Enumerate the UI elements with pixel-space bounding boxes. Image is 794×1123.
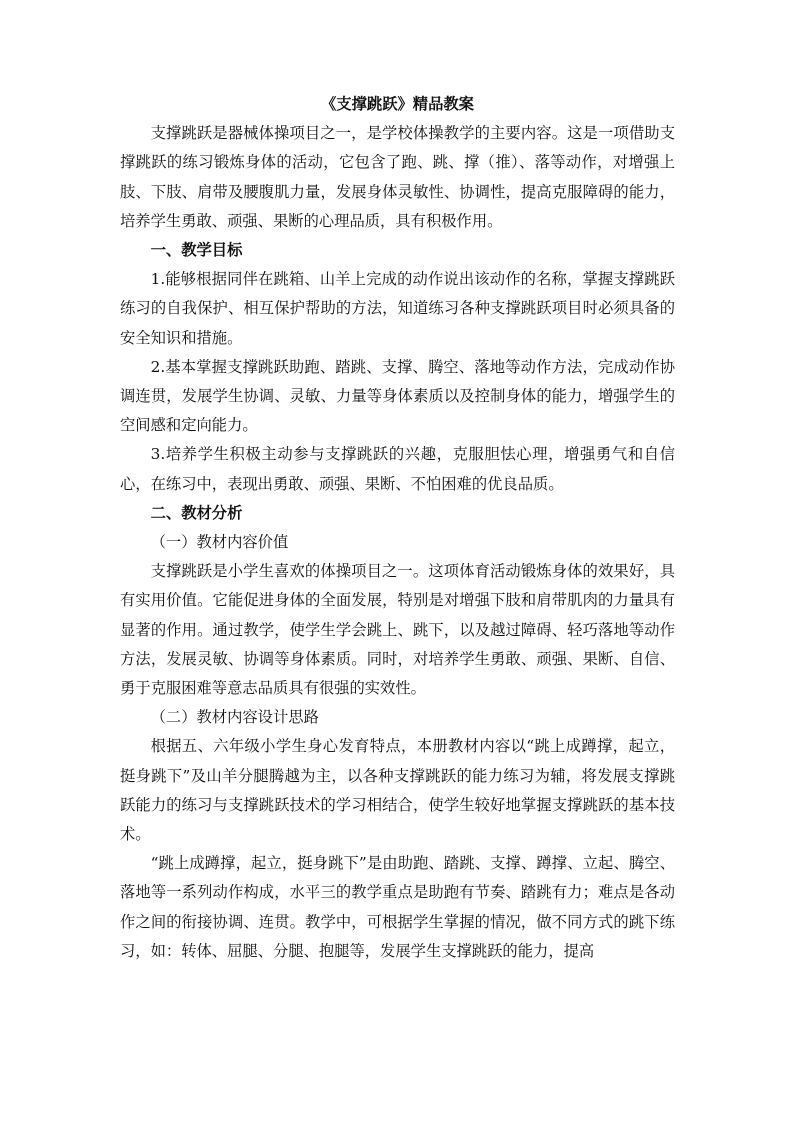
subheading-design-approach: （二）教材内容设计思路 bbox=[150, 708, 319, 727]
section-heading-material-analysis: 二、教材分析 bbox=[150, 503, 243, 522]
intro-paragraph: 支撑跳跃是器械体操项目之一，是学校体操教学的主要内容。这是一项借助支撑跳跃的练习锻炼身体的活动，它包含了跑、跳、撑（推）、落等动作，对增强上肢、下肢、肩带及腰腹肌力量，发展身体灵敏性、协调性，提高克服障碍的能力，培养学生勇敢、顽强、果断的心理品质，具有积极作用。 bbox=[120, 124, 675, 230]
design-approach-paragraph-1: 根据五、六年级小学生身心发育特点，本册教材内容以“跳上成蹲撑，起立，挺身跳下”及山羊分腿腾越为主，以各种支撑跳跃的能力练习为辅，将发展支撑跳跃能力的练习与支撑跳跃技术的学习相结合，使学生较好地掌握支撑跳跃的基本技术。 bbox=[120, 737, 675, 844]
document-body bbox=[120, 90, 675, 966]
subheading-content-value: （一）教材内容价值 bbox=[150, 533, 289, 552]
section-heading-teaching-goals: 一、教学目标 bbox=[150, 241, 243, 260]
design-approach-paragraph-2: “跳上成蹲撑，起立，挺身跳下”是由助跑、踏跳、支撑、蹲撑、立起、腾空、落地等一系列动作构成，水平三的教学重点是助跑有节奏、踏跳有力；难点是各动作之间的衔接协调、连贯。教学中，可根据学生掌握的情况，做不同方式的跳下练习，如：转体、屈腿、分腿、抱腿等，发展学生支撑跳跃的能力，提高 bbox=[120, 854, 675, 960]
content-value-paragraph: 支撑跳跃是小学生喜欢的体操项目之一。这项体育活动锻炼身体的效果好，具有实用价值。它能促进身体的全面发展，特别是对增强下肢和肩带肌肉的力量具有显著的作用。通过教学，使学生学会跳上、跳下，以及越过障碍、轻巧落地等动作方法，发展灵敏、协调等身体素质。同时，对培养学生勇敢、顽强、果断、自信、勇于克服困难等意志品质具有很强的实效性。 bbox=[120, 562, 675, 698]
goal-item-2: 2.基本掌握支撑跳跃助跑、踏跳、支撑、腾空、落地等动作方法，完成动作协调连贯，发展学生协调、灵敏、力量等身体素质以及控制身体的能力，增强学生的空间感和定向能力。 bbox=[120, 357, 675, 435]
document-title: 《支撑跳跃》精品教案 bbox=[321, 95, 474, 113]
goal-item-1: 1.能够根据同伴在跳箱、山羊上完成的动作说出该动作的名称，掌握支撑跳跃练习的自我保护、相互保护帮助的方法，知道练习各种支撑跳跃项目时必须具备的安全知识和措施。 bbox=[120, 270, 675, 347]
goal-item-3: 3.培养学生积极主动参与支撑跳跃的兴趣，克服胆怯心理，增强勇气和自信心，在练习中，表现出勇敢、顽强、果断、不怕困难的优良品质。 bbox=[120, 445, 675, 493]
